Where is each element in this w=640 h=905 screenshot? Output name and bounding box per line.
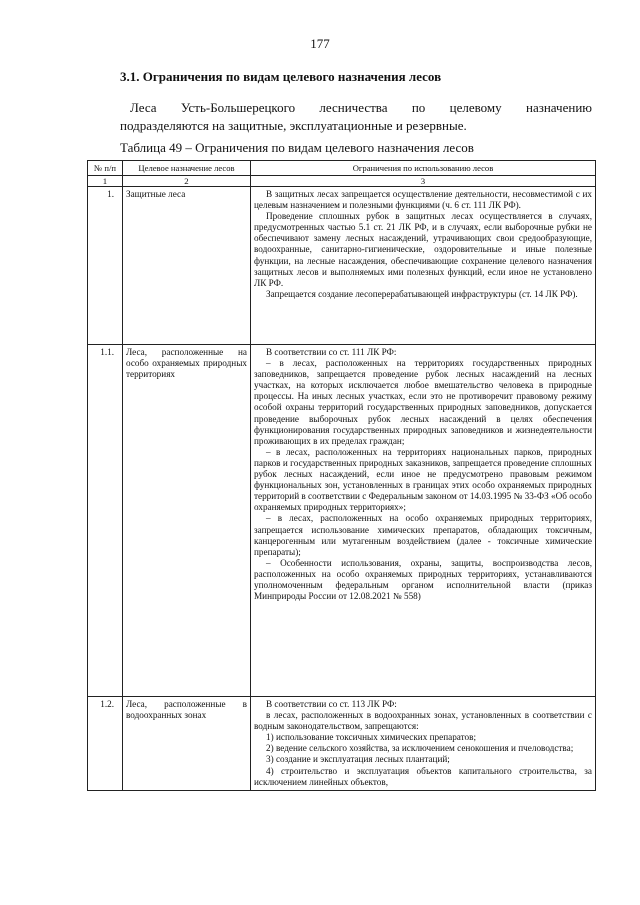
index-cell: 3 — [251, 176, 596, 187]
restriction-paragraph: Запрещается создание лесоперерабатывающей инфраструктуры (ст. 14 ЛК РФ). — [266, 288, 578, 299]
restrictions-table — [87, 160, 596, 791]
table-index-row — [88, 176, 596, 187]
intro-line-2: подразделяются на защитные, эксплуатационные и резервные. — [120, 118, 467, 133]
page-number: 177 — [310, 36, 330, 51]
header-number: № п/п — [88, 161, 123, 176]
intro-word: Усть-Большерецкого — [180, 100, 296, 115]
restriction-paragraph: Проведение сплошных рубок в защитных лесах осуществляется в случаях, предусмотренных частью 5.1 ст. 21 ЛК РФ, и в случаях, если выборочные рубки не обеспечивают замену лесных насаждений, утрачивающих свои средообразующие, водоохранные, санитарно-гигиенические, оздоровительные и иные полезные функции, на лесные насаждения, обеспечивающие сохранение целевого назначения защитных лесов и выполняемых ими полезных функций, если иное не установлено ЛК РФ. — [254, 211, 592, 288]
table-header-row — [88, 161, 596, 176]
restriction-paragraph: – в лесах, расположенных на особо охраняемых природных территориях, запрещается использование химических препаратов, обладающих токсичным, канцерогенным или мутагенным воздействием (далее - токсичные химические препараты); — [254, 513, 592, 557]
restriction-paragraph: – в лесах, расположенных на территориях национальных парков, природных парков и государственных природных заказников, запрещается проведение сплошных рубок лесных насаждений, если иное не предусмотрено правовым режимом функциональных зон, установленных в границах этих особо охраняемых природных территорий в соответствии с Федеральным законом от 14.03.1995 № 33-ФЗ «Об особо охраняемых природных территориях»; — [254, 446, 592, 513]
intro-word: назначению — [525, 100, 592, 115]
index-cell: 1 — [88, 176, 123, 187]
section-title: 3.1. Ограничения по видам целевого назначения лесов — [120, 69, 442, 84]
header-purpose: Целевое назначение лесов — [123, 161, 251, 176]
restriction-paragraph: – в лесах, расположенных на территориях государственных природных заповедников, запрещается проведение рубок лесных насаждений на лесных участках, на которых исключается любое вмешательство человека в природные процессы. На иных лесных участках, если это не противоречит правовому режиму особой охраны территорий государственных природных заповедников, допускается проведение выборочных рубок лесных насаждений в целях обеспечения функционирования государственных природных заповедников и жизнедеятельности проживающих в их пределах граждан; — [254, 358, 592, 446]
row-purpose: Леса, расположенные на особо охраняемых природных территориях — [123, 345, 251, 697]
restriction-paragraph: В защитных лесах запрещается осуществление деятельности, несовместимой с их целевым назначением и полезными функциями (ч. 6 ст. 111 ЛК РФ). — [254, 189, 592, 211]
restriction-paragraph: В соответствии со ст. 111 ЛК РФ: — [266, 347, 397, 357]
row-number: 1.1. — [88, 345, 123, 697]
header-restrictions: Ограничения по использованию лесов — [251, 161, 596, 176]
intro-word: Леса — [130, 100, 157, 115]
restriction-paragraph: 4) строительство и эксплуатация объектов капитального строительства, за исключением линейных объектов, — [254, 765, 592, 787]
intro-line-1 — [120, 99, 592, 117]
table-caption: Таблица 49 – Ограничения по видам целевого назначения лесов — [120, 140, 474, 155]
row-purpose: Защитные леса — [123, 187, 251, 345]
intro-paragraph — [120, 99, 592, 135]
intro-word: по — [411, 100, 426, 115]
table-row — [88, 345, 596, 697]
restriction-paragraph: 1) использование токсичных химических препаратов; — [266, 732, 477, 743]
restriction-paragraph: 3) создание и эксплуатация лесных плантаций; — [266, 754, 450, 765]
restriction-paragraph: 2) ведение сельского хозяйства, за исключением сенокошения и пчеловодства; — [266, 743, 574, 754]
index-cell: 2 — [123, 176, 251, 187]
table-row — [88, 187, 596, 345]
row-number: 1.2. — [88, 697, 123, 791]
row-purpose: Леса, расположенные в водоохранных зонах — [123, 697, 251, 791]
intro-word: целевому — [449, 100, 502, 115]
row-restrictions — [251, 697, 596, 791]
intro-word: лесничества — [319, 100, 388, 115]
row-restrictions — [251, 187, 596, 345]
row-restrictions — [251, 345, 596, 697]
row-number: 1. — [88, 187, 123, 345]
restriction-paragraph: В соответствии со ст. 113 ЛК РФ: — [266, 699, 397, 709]
restriction-paragraph: – Особенности использования, охраны, защиты, воспроизводства лесов, расположенных на особо охраняемых природных территориях, устанавливаются уполномоченным федеральным органом исполнительной власти (приказ Минприроды России от 12.08.2021 № 558) — [254, 557, 592, 602]
table-row — [88, 697, 596, 791]
restriction-paragraph: в лесах, расположенных в водоохранных зонах, установленных в соответствии с водным законодательством, запрещаются: — [254, 710, 592, 732]
